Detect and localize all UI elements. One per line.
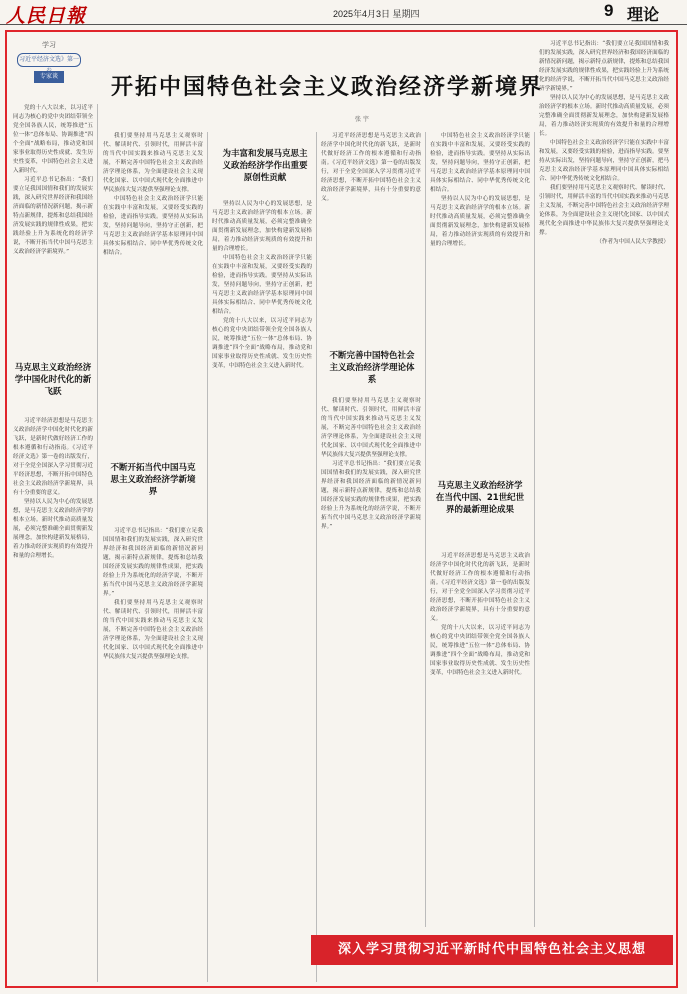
paragraph: 习近平总书记指出：“我们要立足我国国情和我们的发展实践，深入研究世界经济和我国经济面临的新情况新问题，揭示新特点新规律，提炼和总结我国经济发展实践的规律性成果，把实践经验上升为系统化的经济学说，不断开拓当代中国马克思主义政治经济学新境界。”	[13, 177, 93, 255]
column-divider	[316, 132, 317, 982]
paragraph: 坚持以人民为中心的发展思想，是马克思主义政治经济学的根本立场。新时代推动高质量发展，必须完整准确全面贯彻新发展理念，加快构建新发展格局，着力推动经济实现质的有效提升和量的合理增长。	[212, 201, 312, 252]
masthead	[0, 0, 687, 25]
text-column-4b	[321, 397, 421, 927]
paragraph: 我们要坚持用马克思主义观察时代、解读时代、引领时代，用鲜活丰富的当代中国实践来推动马克思主义发展，不断完善中国特色社会主义政治经济学理论体系，为全面建设社会主义现代化国家、以中国式现代化全面推进中华民族伟大复兴提供坚强理论支撑。	[103, 600, 203, 660]
column-badge-pill: 习近平经济文选》第一	[17, 53, 81, 67]
text-column-3	[212, 200, 312, 980]
paragraph: 习近平经济思想是马克思主义政治经济学中国化时代化的新飞跃，是新时代做好经济工作的根本遵循和行动指南。《习近平经济文选》第一卷的出版发行，对于全党全国深入学习贯彻习近平经济思想，不断开拓中国特色社会主义政治经济学新境界，具有十分重要的意义。	[13, 418, 93, 496]
text-column-5	[430, 132, 530, 472]
paragraph: 中国特色社会主义政治经济学只能在实践中丰富和发展，又要经受实践的检验，进而指导实践。要坚持从实际出发，坚持问题导向，坚持守正创新，把马克思主义政治经济学基本原理同中国具体实际相结合、同中华优秀传统文化相结合。	[539, 140, 669, 182]
paragraph: 党的十八大以来，以习近平同志为核心的党中央团结带领全党全国各族人民，统筹推进“五位一体”总体布局、协调推进“四个全面”战略布局，推动党和国家事业取得历史性成就、发生历史性变革，中国特色社会主义进入新时代。	[13, 105, 93, 174]
column-badge	[15, 40, 83, 100]
paragraph: 党的十八大以来，以习近平同志为核心的党中央团结带领全党全国各族人民，统筹推进“五位一体”总体布局、协调推进“四个全面”战略布局，推动党和国家事业取得历史性成就、发生历史性变革，中国特色社会主义进入新时代。	[430, 625, 530, 676]
article-frame	[5, 30, 678, 988]
paragraph: 我们要坚持用马克思主义观察时代、解读时代、引领时代，用鲜活丰富的当代中国实践来推动马克思主义发展，不断完善中国特色社会主义政治经济学理论体系，为全面建设社会主义现代化国家、以中国式现代化全面推进中华民族伟大复兴提供坚强理论支撑。	[539, 185, 669, 236]
subhead-3: 不断开拓当代中国马克思主义政治经济学新境界	[110, 463, 196, 497]
newspaper-logo: 人民日報	[6, 5, 87, 27]
subhead-2: 为丰富和发展马克思主义政治经济学作出重要原创性贡献	[222, 149, 308, 183]
paragraph: 坚持以人民为中心的发展思想，是马克思主义政治经济学的根本立场。新时代推动高质量发展，必须完整准确全面贯彻新发展理念，加快构建新发展格局，着力推动经济实现质的有效提升和量的合理增长。	[13, 499, 93, 559]
column-divider	[207, 132, 208, 982]
paragraph: 习近平总书记指出：“我们要立足我国国情和我们的发展实践，深入研究世界经济和我国经济面临的新情况新问题，揭示新特点新规律，提炼和总结我国经济发展实践的规律性成果，把实践经验上升为系统化的经济学说，不断开拓当代中国马克思主义政治经济学新境界。”	[103, 528, 203, 597]
paragraph: 我们要坚持用马克思主义观察时代、解读时代、引领时代，用鲜活丰富的当代中国实践来推动马克思主义发展，不断完善中国特色社会主义政治经济学理论体系，为全面建设社会主义现代化国家、以中国式现代化全面推进中华民族伟大复兴提供坚强理论支撑。	[103, 133, 203, 193]
article-author: 张 宇	[355, 116, 369, 123]
paragraph: 中国特色社会主义政治经济学只能在实践中丰富和发展，又要经受实践的检验，进而指导实践。要坚持从实际出发，坚持问题导向，坚持守正创新，把马克思主义政治经济学基本原理同中国具体实际相结合、同中华优秀传统文化相结合。	[430, 133, 530, 193]
page-section-name: 理论	[627, 5, 660, 24]
column-badge-top: 学习	[42, 41, 56, 49]
paragraph: 习近平经济思想是马克思主义政治经济学中国化时代化的新飞跃，是新时代做好经济工作的根本遵循和行动指南。《习近平经济文选》第一卷的出版发行，对于全党全国深入学习贯彻习近平经济思想，不断开拓中国特色社会主义政治经济学新境界，具有十分重要的意义。	[321, 133, 421, 202]
paragraph: 坚持以人民为中心的发展思想，是马克思主义政治经济学的根本立场。新时代推动高质量发展，必须完整准确全面贯彻新发展理念，加快构建新发展格局，着力推动经济实现质的有效提升和量的合理增长。	[539, 95, 669, 137]
paragraph: 习近平总书记指出：“我们要立足我国国情和我们的发展实践，深入研究世界经济和我国经济面临的新情况新问题，揭示新特点新规律，提炼和总结我国经济发展实践的规律性成果，把实践经验上升为系统化的经济学说，不断开拓当代中国马克思主义政治经济学新境界。”	[539, 41, 669, 92]
text-column-6	[539, 40, 669, 920]
paragraph: 中国特色社会主义政治经济学只能在实践中丰富和发展，又要经受实践的检验，进而指导实践。要坚持从实际出发，坚持问题导向，坚持守正创新，把马克思主义政治经济学基本原理同中国具体实际相结合、同中华优秀传统文化相结合。	[103, 196, 203, 256]
paragraph: 习近平经济思想是马克思主义政治经济学中国化时代化的新飞跃，是新时代做好经济工作的根本遵循和行动指南。《习近平经济文选》第一卷的出版发行，对于全党全国深入学习贯彻习近平经济思想，不断开拓中国特色社会主义政治经济学新境界，具有十分重要的意义。	[430, 553, 530, 622]
series-banner: 深入学习贯彻习近平新时代中国特色社会主义思想	[311, 935, 673, 965]
subhead-4: 不断完善中国特色社会主义政治经济学理论体系	[329, 351, 415, 385]
text-column-2	[103, 132, 203, 477]
text-column-1b	[13, 417, 93, 977]
page-number: 9	[604, 1, 614, 20]
paragraph: 党的十八大以来，以习近平同志为核心的党中央团结带领全党全国各族人民，统筹推进“五位一体”总体布局、协调推进“四个全面”战略布局，推动党和国家事业取得历史性成就、发生历史性变革，中国特色社会主义进入新时代。	[212, 318, 312, 369]
article-title: 开拓中国特色社会主义政治经济学新境界	[111, 75, 544, 100]
column-divider	[534, 132, 535, 927]
text-column-2b	[103, 527, 203, 977]
paragraph: 习近平总书记指出：“我们要立足我国国情和我们的发展实践，深入研究世界经济和我国经济面临的新情况新问题，揭示新特点新规律，提炼和总结我国经济发展实践的规律性成果，把实践经验上升为系统化的经济学说，不断开拓当代中国马克思主义政治经济学新境界。”	[321, 461, 421, 530]
subhead-5: 马克思主义政治经济学在当代中国、21世纪世界的最新理论成果	[435, 481, 525, 515]
paragraph: 我们要坚持用马克思主义观察时代、解读时代、引领时代，用鲜活丰富的当代中国实践来推动马克思主义发展，不断完善中国特色社会主义政治经济学理论体系，为全面建设社会主义现代化国家、以中国式现代化全面推进中华民族伟大复兴提供坚强理论支撑。	[321, 398, 421, 458]
author-note: （作者为中国人民大学教授）	[596, 239, 669, 245]
paragraph: 中国特色社会主义政治经济学只能在实践中丰富和发展，又要经受实践的检验，进而指导实践。要坚持从实际出发，坚持问题导向，坚持守正创新，把马克思主义政治经济学基本原理同中国具体实际相结合、同中华优秀传统文化相结合。	[212, 255, 312, 315]
column-badge-tag: 专家谈	[34, 71, 64, 83]
column-divider	[425, 132, 426, 927]
subhead-1: 马克思主义政治经济学中国化时代化的新飞跃	[14, 363, 92, 397]
text-column-4	[321, 132, 421, 342]
issue-date: 2025年4月3日 星期四	[333, 9, 420, 19]
text-column-5b	[430, 552, 530, 927]
column-divider	[97, 104, 98, 982]
paragraph: 坚持以人民为中心的发展思想，是马克思主义政治经济学的根本立场。新时代推动高质量发展，必须完整准确全面贯彻新发展理念，加快构建新发展格局，着力推动经济实现质的有效提升和量的合理增长。	[430, 196, 530, 247]
